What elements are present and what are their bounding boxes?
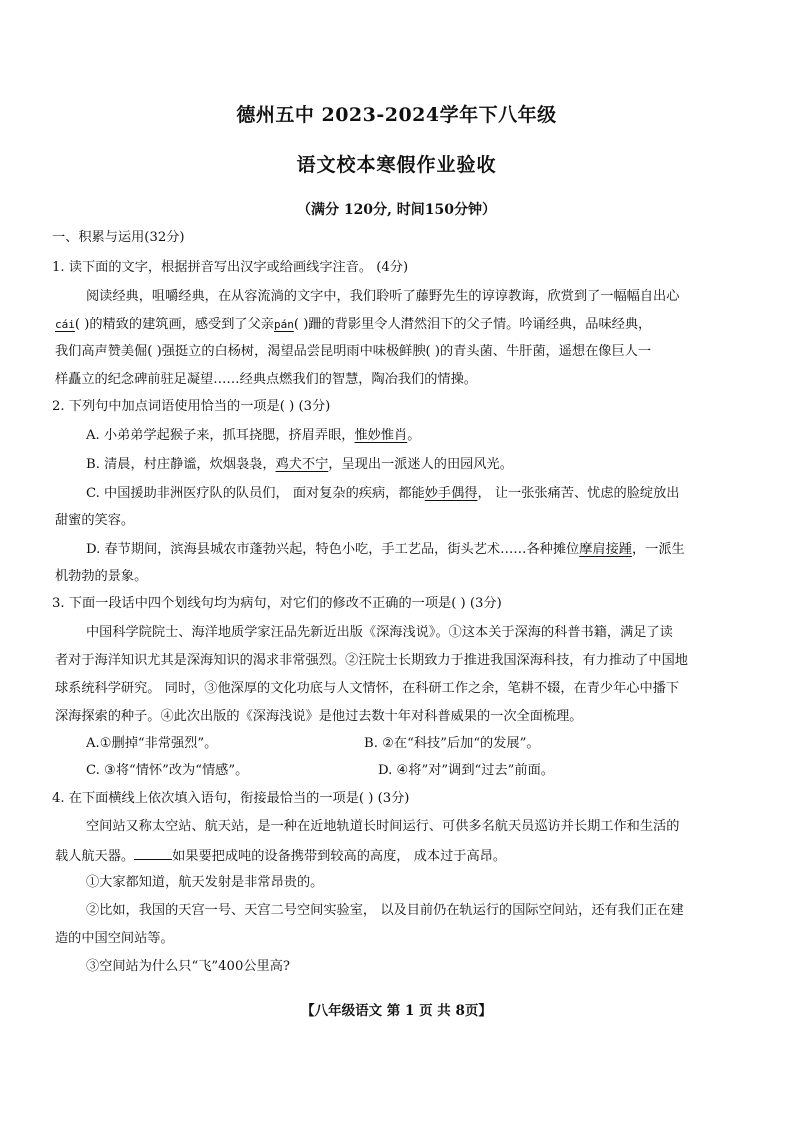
q4-line2-b: 如果要把成吨的设备携带到较高的高度， 成本过于高昂。 [172, 849, 507, 864]
q2-option-a [86, 426, 420, 446]
q2-option-c [86, 484, 679, 504]
q4-option-2: ②比如，我国的天宫一号、天宫二号空间实验室， 以及目前仍在轨运行的国际空间站，还有我们正在建 [86, 903, 684, 918]
q3-option-c: C. ③将“情怀”改为“情感”。 [86, 763, 249, 778]
q3-option-d: D. ④将”对”调到“过去”前面。 [378, 763, 554, 778]
q2-option-d-cont: 机勃勃的景象。 [55, 569, 148, 584]
q2-b-underlined: 鸡犬不宁 [275, 457, 329, 472]
q2-a-text: A. 小弟弟学起猴子来，抓耳挠腮，挤眉弄眼， [86, 428, 355, 443]
q3-line4: 深海探索的种子。④此次出版的《深海浅说》是他过去数十年对科普威果的一次全面梳理。 [55, 709, 583, 724]
q4-option-2-cont: 造的中国空间站等。 [55, 931, 174, 946]
q2-option-d [86, 540, 685, 560]
q2-a-underlined: 惟妙惟肖 [354, 428, 408, 443]
q4-line2 [55, 845, 506, 867]
q2-c-text: C. 中国援助非洲医疗队的队员们， 面对复杂的疾病，都能 [86, 486, 425, 501]
exam-meta: （满分 120分, 时间150分钟） [296, 202, 497, 218]
section-heading: 一、积累与运用(32分) [52, 230, 185, 245]
q3-line2: 者对于海洋知识尤其是深海知识的渴求非常强烈。②汪院士长期致力于推进我国深海科技，有力推动了中国地 [55, 653, 688, 668]
q2-d-underlined: 摩肩接踵 [579, 542, 632, 557]
q3-stem: 3. 下面一段话中四个划线句均为病句，对它们的修改不正确的一项是( ) (3分) [52, 596, 502, 611]
q2-option-b [86, 455, 513, 475]
q1-line2 [55, 315, 651, 335]
exam-subtitle: 语文校本寒假作业验收 [296, 154, 497, 176]
q1-line2-b: ( )跚的背影里令人潸然泪下的父子情。吟诵经典，品味经典， [293, 317, 652, 332]
q1-line1: 阅读经典，咀嚼经典，在从容流淌的文字中，我们聆听了藤野先生的谆谆教诲，欣赏到了一幅幅自出心 [86, 289, 680, 304]
q2-b-end: ，呈现出一派迷人的田园风光。 [328, 457, 513, 472]
exam-title: 德州五中 2023-2024学年下八年级 [236, 104, 557, 126]
q2-c-underlined: 妙手偶得 [424, 486, 478, 501]
q2-option-c-cont: 甜蜜的笑容。 [55, 513, 135, 528]
q1-line3: 我们高声赞美倔( )强挺立的白杨树，渴望品尝昆明雨中味极鲜腴( )的青头菌、牛肝菌，遥想在像巨人一 [55, 344, 652, 359]
q3-line3: 球系统科学研究。 同时，③他深厚的文化功底与人文情怀，在科研工作之余，笔耕不辍，在青少年心中播下 [55, 681, 680, 696]
q1-pinyin-cai: cái [55, 318, 75, 331]
q1-pinyin-pan: pán [273, 318, 294, 331]
q2-stem: 2. 下列句中加点词语使用恰当的一项是( ) (3分) [52, 399, 331, 414]
q2-a-end: 。 [407, 428, 421, 443]
q4-line1: 空间站又称太空站、航天站，是一种在近地轨道长时间运行、可供多名航天员巡访并长期工作和生活的 [86, 819, 680, 834]
q4-line2-a: 载人航天器。 [55, 849, 135, 864]
q2-d-end: ，一派生 [631, 542, 685, 557]
q4-option-1: ①大家都知道，航天发射是非常昂贵的。 [86, 875, 324, 890]
q4-stem: 4. 在下面横线上依次填入语句，衔接最恰当的一项是( ) (3分) [52, 791, 410, 806]
q3-line1: 中国科学院院士、海洋地质学家汪品先新近出版《深海浅说》。①这本关于深海的科普书籍，满足了读 [86, 625, 673, 640]
q4-option-3: ③空间站为什么只“飞”400公里高? [86, 959, 290, 974]
q2-c-end: ， 让一张张痛苦、忧虑的脸绽放出 [477, 486, 680, 501]
q1-stem: 1. 读下面的文字，根据拼音写出汉字或给画线字注音。 (4分) [52, 260, 409, 275]
q3-option-b: B. ②在“科技”后加“的发展”。 [364, 736, 540, 751]
q4-blank [134, 845, 172, 860]
q1-line4: 样矗立的纪念碑前驻足凝望……经典点燃我们的智慧，陶冶我们的情操。 [55, 372, 477, 387]
q1-line2-a: ( )的精致的建筑画，感受到了父亲 [74, 317, 274, 332]
page-footer: 【八年级语文 第 1 页 共 8页】 [301, 1003, 492, 1019]
q2-d-text: D. 春节期间，滨海县城农市蓬勃兴起，特色小吃，手工艺品，街头艺术……各种摊位 [86, 542, 580, 557]
q3-option-a: A.①删掉“非常强烈”。 [86, 736, 218, 751]
q2-b-text: B. 清晨，村庄静谧，炊烟袅袅， [86, 457, 276, 472]
